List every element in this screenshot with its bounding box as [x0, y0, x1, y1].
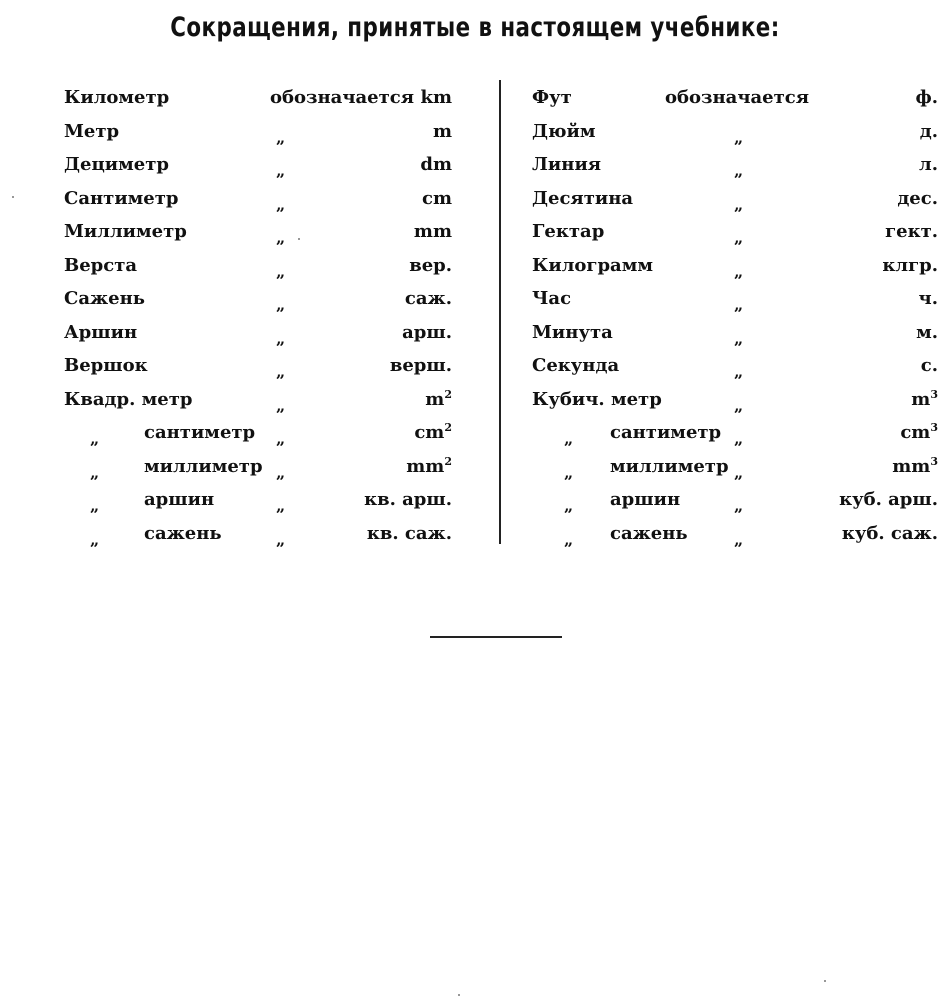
ditto-mark: „: [734, 161, 744, 180]
ditto-mark: „: [734, 295, 744, 314]
unit-abbreviation: [892, 453, 938, 481]
unit-name: Сажень: [64, 288, 146, 309]
unit-name: Вершок: [64, 355, 148, 376]
ditto-mark: „: [734, 462, 744, 482]
unit-name: Кубич. метр: [532, 388, 662, 410]
ditto-mark: „: [276, 194, 286, 214]
ditto-mark: „: [564, 462, 574, 482]
unit-abbreviation: [390, 352, 452, 380]
unit-abbreviation: [392, 118, 452, 146]
abbreviation-row: [532, 520, 942, 554]
abbreviation-row: [532, 252, 942, 286]
exponent: 2: [444, 454, 452, 468]
unit-abbreviation: [367, 520, 452, 548]
unit-name: Метр: [64, 120, 120, 142]
abbreviation-text: куб. саж.: [841, 522, 938, 544]
ditto-mark: „: [564, 529, 574, 549]
abbreviation-text: кв. саж.: [366, 522, 452, 544]
ditto-mark: „: [276, 529, 286, 549]
abbreviation-text: mm: [892, 455, 931, 477]
ditto-mark: „: [276, 328, 286, 348]
unit-name: Верста: [64, 254, 138, 276]
unit-abbreviation: [916, 319, 938, 347]
print-speck: [12, 196, 14, 198]
abbreviation-row: [64, 218, 464, 252]
exponent: 2: [444, 387, 452, 401]
abbreviation-row: [532, 185, 942, 219]
unit-name: Аршин: [64, 321, 138, 343]
unit-name: Десятина: [532, 187, 634, 209]
unit-name: Сантиметр: [64, 187, 179, 209]
unit-name: сантиметр: [610, 422, 722, 443]
unit-name: Гектар: [532, 221, 605, 242]
abbreviation-text: д.: [919, 120, 938, 142]
end-rule: [430, 636, 562, 638]
unit-abbreviation: [392, 419, 452, 447]
unit-name: миллиметр: [610, 455, 729, 477]
abbreviation-text: ф.: [915, 87, 938, 108]
abbreviation-text: кв. арш.: [364, 489, 452, 510]
ditto-mark: „: [564, 429, 574, 448]
unit-abbreviation: [392, 84, 452, 112]
unit-name: Километр: [64, 87, 170, 108]
unit-name: сантиметр: [144, 422, 256, 443]
abbreviation-row: [532, 319, 942, 353]
abbreviation-text: клгр.: [882, 254, 938, 276]
unit-name: Дециметр: [64, 154, 169, 175]
unit-abbreviation: [916, 84, 939, 112]
unit-name: Секунда: [532, 355, 620, 376]
abbreviation-text: вер.: [409, 254, 452, 276]
unit-abbreviation: [392, 285, 452, 313]
unit-name: Квадр. метр: [64, 388, 193, 410]
abbreviation-row: [64, 285, 464, 319]
unit-abbreviation: [392, 386, 452, 414]
abbreviation-text: дес.: [897, 187, 938, 209]
column-divider: [499, 80, 501, 544]
ditto-mark: „: [276, 462, 286, 482]
unit-name: Миллиметр: [64, 221, 187, 242]
denotes-label: обозначается: [665, 87, 810, 108]
ditto-mark: „: [734, 261, 744, 281]
unit-name: Фут: [532, 87, 572, 108]
abbreviation-text: м.: [916, 321, 938, 343]
ditto-mark: „: [276, 261, 286, 281]
ditto-mark: „: [564, 496, 574, 515]
abbreviation-row: [532, 386, 942, 420]
ditto-mark: „: [734, 395, 744, 415]
abbreviation-row: [64, 252, 464, 286]
unit-abbreviation: [911, 386, 938, 414]
unit-name: миллиметр: [144, 455, 263, 477]
abbreviation-row: [532, 419, 942, 453]
unit-abbreviation: [882, 252, 938, 280]
unit-abbreviation: [920, 118, 938, 146]
ditto-mark: „: [90, 529, 100, 549]
abbreviation-row: [64, 319, 464, 353]
print-speck: [824, 980, 826, 982]
right-abbreviation-column: [532, 84, 942, 553]
unit-name: Час: [532, 288, 572, 309]
ditto-mark: „: [90, 462, 100, 482]
ditto-mark: „: [734, 127, 744, 147]
unit-abbreviation: [392, 453, 452, 481]
abbreviation-text: mm: [406, 455, 445, 477]
unit-name: сажень: [144, 522, 222, 544]
unit-abbreviation: [921, 352, 938, 380]
abbreviation-text: m: [425, 388, 445, 410]
denotes-label: обозначается: [270, 87, 415, 108]
print-speck: [298, 238, 300, 240]
abbreviation-text: куб. арш.: [839, 489, 938, 510]
abbreviation-text: cm: [900, 422, 931, 443]
ditto-mark: „: [276, 362, 286, 381]
page-title: Сокращения, принятые в настоящем учебнике:: [170, 12, 780, 43]
abbreviation-row: [64, 453, 464, 487]
abbreviation-row: [532, 218, 942, 252]
ditto-mark: „: [276, 395, 286, 415]
abbreviation-text: арш.: [402, 321, 452, 343]
abbreviation-row: [64, 151, 464, 185]
ditto-mark: „: [734, 194, 744, 214]
exponent: 2: [444, 421, 452, 434]
abbreviation-row: [532, 352, 942, 386]
abbreviation-row: [64, 486, 464, 520]
unit-name: Линия: [532, 154, 602, 175]
abbreviation-row: [64, 118, 464, 152]
unit-abbreviation: [842, 520, 938, 548]
ditto-mark: „: [734, 328, 744, 348]
exponent: 3: [930, 454, 938, 468]
abbreviation-text: m: [432, 120, 452, 142]
abbreviation-row: [532, 486, 942, 520]
abbreviation-row: [532, 151, 942, 185]
exponent: 3: [930, 387, 938, 401]
abbreviation-row: [532, 84, 942, 118]
abbreviation-text: m: [911, 388, 931, 410]
ditto-mark: „: [276, 295, 286, 314]
abbreviation-text: с.: [920, 355, 938, 376]
ditto-mark: „: [734, 228, 744, 247]
unit-name: аршин: [144, 489, 215, 510]
abbreviation-row: [64, 84, 464, 118]
abbreviation-row: [64, 520, 464, 554]
abbreviation-text: mm: [413, 221, 452, 242]
unit-name: Минута: [532, 321, 613, 343]
ditto-mark: „: [734, 496, 744, 515]
unit-name: Дюйм: [532, 120, 596, 142]
abbreviation-text: cm: [421, 187, 452, 209]
abbreviation-row: [64, 386, 464, 420]
abbreviation-row: [532, 453, 942, 487]
abbreviation-text: km: [420, 87, 452, 108]
abbreviation-text: саж.: [404, 288, 452, 309]
unit-abbreviation: [392, 185, 452, 213]
unit-abbreviation: [392, 218, 452, 246]
ditto-mark: „: [276, 228, 286, 247]
ditto-mark: „: [276, 496, 286, 515]
abbreviation-row: [532, 118, 942, 152]
unit-name: Килограмм: [532, 254, 653, 276]
abbreviation-text: верш.: [389, 355, 452, 376]
unit-abbreviation: [392, 151, 452, 179]
abbreviation-text: dm: [420, 154, 452, 175]
abbreviation-row: [64, 352, 464, 386]
abbreviation-row: [532, 285, 942, 319]
print-speck: [458, 994, 460, 996]
unit-abbreviation: [919, 151, 938, 179]
ditto-mark: „: [734, 429, 744, 448]
ditto-mark: „: [276, 127, 286, 147]
unit-abbreviation: [392, 319, 452, 347]
ditto-mark: „: [734, 362, 744, 381]
unit-abbreviation: [897, 185, 938, 213]
abbreviation-text: cm: [414, 422, 445, 443]
exponent: 3: [930, 421, 938, 434]
ditto-mark: „: [276, 429, 286, 448]
ditto-mark: „: [276, 161, 286, 180]
unit-name: аршин: [610, 489, 681, 510]
abbreviation-text: ч.: [918, 288, 938, 309]
unit-abbreviation: [364, 486, 452, 514]
unit-abbreviation: [885, 218, 938, 246]
unit-abbreviation: [392, 252, 452, 280]
abbreviation-text: л.: [919, 154, 938, 175]
ditto-mark: „: [734, 529, 744, 549]
unit-abbreviation: [839, 486, 938, 514]
abbreviation-text: гект.: [885, 221, 938, 242]
abbreviation-row: [64, 419, 464, 453]
left-abbreviation-column: [64, 84, 464, 553]
unit-abbreviation: [900, 419, 938, 447]
ditto-mark: „: [90, 429, 100, 448]
ditto-mark: „: [90, 496, 100, 515]
unit-name: сажень: [610, 522, 688, 544]
unit-abbreviation: [919, 285, 938, 313]
abbreviation-row: [64, 185, 464, 219]
